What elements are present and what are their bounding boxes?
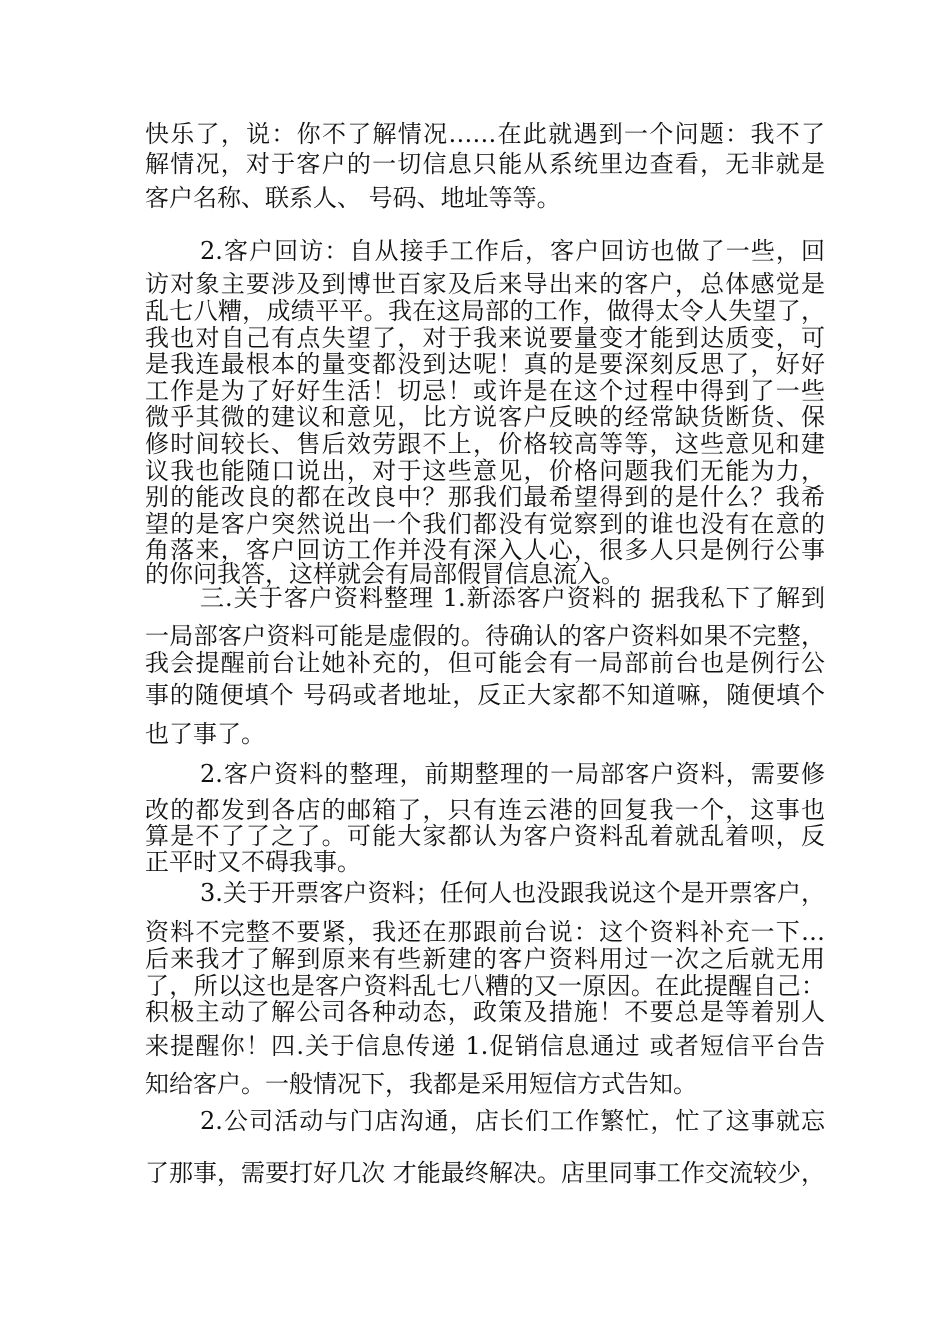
text-line: 客户名称、联系人、 号码、地址等等。 [145,184,561,212]
text-line: 正平时又不碍我事。 [145,848,361,876]
text-line: 2.客户资料的整理，前期整理的一局部客户资料，需要修 [200,760,825,788]
text-line: 来提醒你！四.关于信息传递 1.促销信息通过 或者短信平台告 [145,1032,825,1060]
text-line: 也了事了。 [145,720,265,748]
text-line: 积极主动了解公司各种动态，政策及措施！不要总是等着别人 [145,998,825,1026]
text-line: 是我连最根本的量变都没到达呢！真的是要深刻反思了，好好 [145,350,825,378]
text-line: 了，所以这也是客户资料乱七八糟的又一原因。在此提醒自己： [145,972,825,1000]
text-line: 乱七八糟，成绩平平。我在这局部的工作，做得太令人失望了， [145,297,825,325]
text-line: 了那事，需要打好几次 才能最终解决。店里同事工作交流较少， [145,1159,825,1187]
text-line: 我会提醒前台让她补充的，但可能会有一局部前台也是例行公 [145,649,825,677]
text-line: 望的是客户突然说出一个我们都没有觉察到的谁也没有在意的 [145,510,825,538]
text-line: 工作是为了好好生活！切忌！或许是在这个过程中得到了一些 [145,377,825,405]
text-line: 后来我才了解到原来有些新建的客户资料用过一次之后就无用 [145,945,825,973]
text-line: 访对象主要涉及到博世百家及后来导出来的客户，总体感觉是 [145,270,825,298]
text-line: 快乐了，说：你不了解情况……在此就遇到一个问题：我不了 [145,120,825,148]
text-line: 知给客户。一般情况下，我都是采用短信方式告知。 [145,1070,697,1098]
text-line: 事的随便填个 号码或者地址，反正大家都不知道嘛，随便填个 [145,681,825,709]
text-line: 2.公司活动与门店沟通，店长们工作繁忙，忙了这事就忘 [200,1107,825,1135]
text-line: 角落来，客户回访工作并没有深入人心，很多人只是例行公事 [145,536,825,564]
text-line: 三.关于客户资料整理 1.新添客户资料的 据我私下了解到 [200,584,825,612]
text-line: 别的能改良的都在改良中？那我们最希望得到的是什么？我希 [145,483,825,511]
text-line: 2.客户回访：自从接手工作后，客户回访也做了一些，回 [200,237,825,265]
text-line: 解情况，对于客户的一切信息只能从系统里边查看，无非就是 [145,150,825,178]
text-line: 微乎其微的建议和意见，比方说客户反映的经常缺货断货、保 [145,403,825,431]
text-line: 改的都发到各店的邮箱了，只有连云港的回复我一个，这事也 [145,796,825,824]
text-line: 算是不了了之了。可能大家都认为客户资料乱着就乱着呗，反 [145,822,825,850]
text-line: 资料不完整不要紧，我还在那跟前台说：这个资料补充一下… [145,918,825,946]
text-line: 的你问我答，这样就会有局部假冒信息流入。 [145,560,625,588]
text-line: 修时间较长、售后效劳跟不上，价格较高等等，这些意见和建 [145,430,825,458]
text-line: 议我也能随口说出，对于这些意见，价格问题我们无能为力， [145,457,825,485]
text-line: 一局部客户资料可能是虚假的。待确认的客户资料如果不完整， [145,622,825,650]
text-line: 3.关于开票客户资料；任何人也没跟我说这个是开票客户， [200,879,825,907]
text-line: 我也对自己有点失望了，对于我来说要量变才能到达质变，可 [145,324,825,352]
